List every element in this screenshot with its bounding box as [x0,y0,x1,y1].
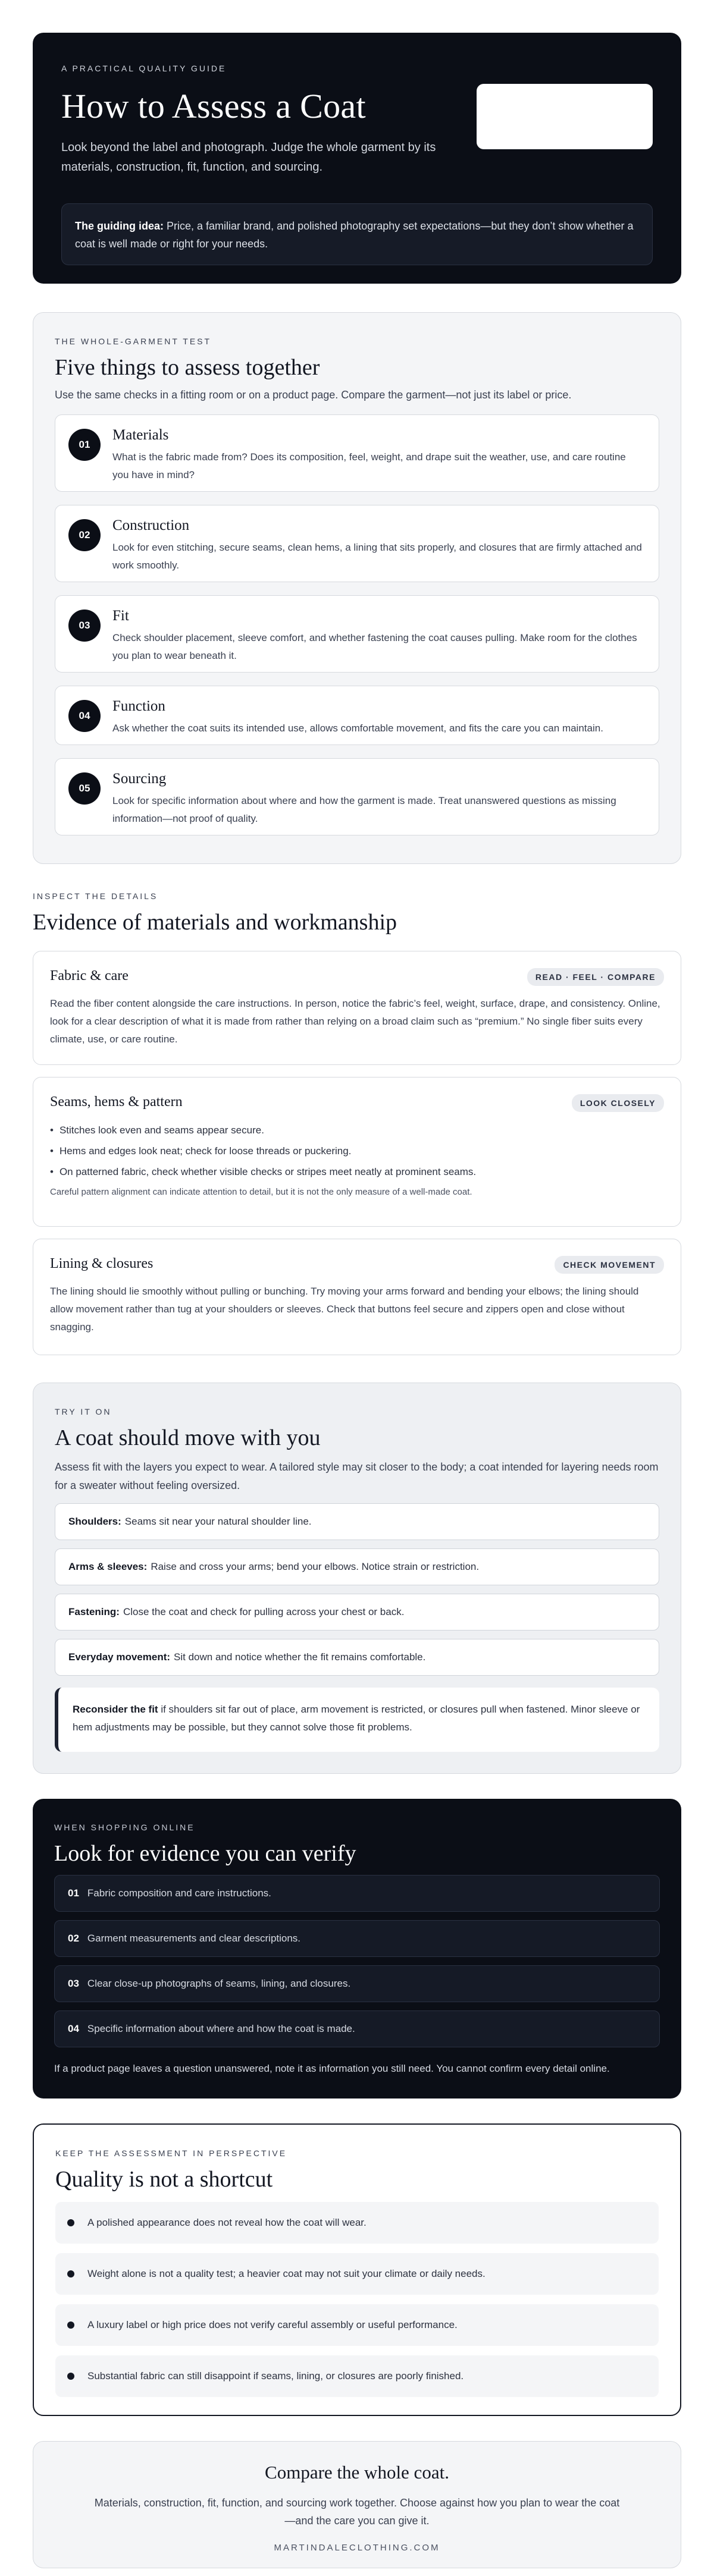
try-eyebrow: TRY IT ON [55,1407,112,1416]
check-label: Fastening: [68,1606,120,1617]
check-text: Raise and cross your arms; bend your elbows. Notice strain or restriction. [151,1561,480,1572]
evidence-text: Fabric composition and care instructions. [87,1887,271,1899]
site-link[interactable]: MARTINDALECLOTHING.COM [274,2543,440,2553]
card-title: Fabric & care [50,968,129,984]
step-number: 01 [68,429,101,461]
card-title: Lining & closures [50,1256,154,1271]
step-materials [55,414,659,492]
check-label: Shoulders: [68,1516,121,1527]
point-text: Substantial fabric can still disappoint if seams, lining, or closures are poorly finished. [87,2370,464,2382]
evidence-text: Specific information about where and how the coat is made. [87,2023,355,2034]
evidence-item [54,1875,660,1912]
check-label: Everyday movement: [68,1651,171,1663]
lining-closures-card [33,1239,681,1355]
bullet-dot-icon [67,2219,74,2226]
reconsider-callout [55,1688,659,1752]
try-title: A coat should move with you [55,1425,321,1450]
fit-check-shoulders [55,1503,659,1540]
step-title: Sourcing [112,771,167,787]
closing-title: Compare the whole coat. [265,2462,449,2483]
step-number: 02 [68,519,101,551]
hero-image-placeholder [477,84,653,149]
step-text: Look for specific information about where and how the garment is made. Treat unanswered questions as missing information—not proof of quality. [112,795,616,824]
online-shopping-section [33,1799,681,2099]
perspective-title: Quality is not a shortcut [55,2167,273,2192]
step-number: 03 [68,610,101,642]
evidence-number: 01 [68,1887,79,1899]
five-things-section [33,312,681,864]
closing-section [33,2441,681,2568]
list-item: • Hems and edges look neat; check for loose threads or puckering. [50,1141,664,1161]
online-footnote: If a product page leaves a question unanswered, note it as information you still need. You cannot confirm every detail online. [54,2063,610,2074]
five-eyebrow: THE WHOLE-GARMENT TEST [55,337,212,346]
inspect-section [33,891,681,1355]
reconsider-text: if shoulders sit far out of place, arm movement is restricted, or closures pull when fastened. Minor sleeve or hem adjustments may be possible, but they cannot solve those fit problems. [73,1704,640,1733]
check-text: Close the coat and check for pulling across your chest or back. [123,1606,405,1617]
evidence-text: Clear close-up photographs of seams, lining, and closures. [87,1978,351,1989]
perspective-section [33,2123,681,2416]
perspective-eyebrow: KEEP THE ASSESSMENT IN PERSPECTIVE [55,2148,287,2158]
step-title: Function [112,698,165,714]
list-item: • On patterned fabric, check whether visible checks or stripes meet neatly at prominent seams. [50,1161,664,1182]
step-text: Check shoulder placement, sleeve comfort, and whether fastening the coat causes pulling. Make room for the clothes you plan to wear beneath it. [112,632,637,661]
bullet-dot-icon [67,2270,74,2277]
fit-check-arms [55,1548,659,1585]
card-badge: CHECK MOVEMENT [555,1256,664,1274]
five-title: Five things to assess together [55,355,320,380]
card-badge: READ · FEEL · COMPARE [527,968,664,986]
evidence-number: 03 [68,1978,79,1989]
point-text: A polished appearance does not reveal how the coat will wear. [87,2217,367,2228]
closing-text: Materials, construction, fit, function, and sourcing work together. Choose against how you plan to wear the coat—and the care you can give it. [94,2497,620,2527]
step-number: 05 [68,772,101,805]
step-title: Construction [112,517,190,533]
evidence-item [54,1965,660,2002]
card-text: Read the fiber content alongside the care instructions. In person, notice the fabric’s feel, weight, surface, drape, and consistency. Online, look for a clear description of what it is made from rather than relying on a broad claim such as “premium.” No single fiber suits every climate, use, or care routine. [50,998,660,1045]
seams-hems-card [33,1077,681,1227]
try-lead: Assess fit with the layers you expect to wear. A tailored style may sit closer to the body; a coat intended for layering needs room for a sweater without feeling oversized. [55,1461,659,1491]
point-text: Weight alone is not a quality test; a heavier coat may not suit your climate or daily needs. [87,2268,486,2279]
page-title: How to Assess a Coat [61,87,366,125]
step-title: Materials [112,427,169,443]
bullet-dot-icon [67,2373,74,2380]
check-label: Arms & sleeves: [68,1561,148,1572]
hero-subtitle: Look beyond the label and photograph. Judge the whole garment by its materials, construction, fit, function, and sourcing. [61,141,436,174]
fit-check-movement [55,1639,659,1676]
step-text: Look for even stitching, secure seams, clean hems, a lining that sits properly, and closures that are firmly attached and work smoothly. [112,542,642,571]
guiding-idea-label: The guiding idea: [75,220,164,232]
step-title: Fit [112,608,129,624]
step-text: What is the fabric made from? Does its composition, feel, weight, and drape suit the weather, use, and care routine you have in mind? [112,451,626,480]
hero-eyebrow: A PRACTICAL QUALITY GUIDE [61,64,227,73]
perspective-point [55,2355,659,2397]
step-number: 04 [68,700,101,732]
step-text: Ask whether the coat suits its intended use, allows comfortable movement, and fits the care you can maintain. [112,722,603,734]
point-text: A luxury label or high price does not verify careful assembly or useful performance. [87,2319,458,2330]
evidence-item [54,2010,660,2047]
card-note: Careful pattern alignment can indicate attention to detail, but it is not the only measure of a well-made coat. [50,1187,472,1197]
reconsider-label: Reconsider the fit [73,1704,158,1715]
perspective-point [55,2202,659,2244]
step-fit [55,595,659,673]
perspective-point [55,2253,659,2295]
fit-check-fastening [55,1594,659,1631]
step-sourcing [55,758,659,835]
guiding-idea-callout [61,203,653,265]
five-lead: Use the same checks in a fitting room or on a product page. Compare the garment—not just its label or price. [55,389,572,401]
guiding-idea-text: Price, a familiar brand, and polished photography set expectations—but they don’t show whether a coat is well made or right for your needs. [75,220,634,250]
list-item: • Stitches look even and seams appear secure. [50,1120,664,1141]
card-text: The lining should lie smoothly without pulling or bunching. Try moving your arms forward and bending your elbows; the lining should allow movement rather than tug at your shoulders or sleeves. Check that buttons feel secure and zippers open and close without snagging. [50,1286,639,1333]
step-function [55,686,659,745]
online-eyebrow: WHEN SHOPPING ONLINE [54,1823,195,1832]
check-text: Sit down and notice whether the fit remains comfortable. [174,1651,426,1663]
card-badge: LOOK CLOSELY [572,1094,664,1112]
online-title: Look for evidence you can verify [54,1841,356,1866]
evidence-item [54,1920,660,1957]
try-it-on-section [33,1383,681,1774]
inspect-eyebrow: INSPECT THE DETAILS [33,891,158,901]
hero-section [33,33,681,284]
bullet-dot-icon [67,2321,74,2329]
card-title: Seams, hems & pattern [50,1094,183,1110]
evidence-text: Garment measurements and clear descriptions. [87,1933,301,1944]
evidence-number: 04 [68,2023,79,2034]
fabric-care-card [33,951,681,1065]
perspective-point [55,2304,659,2346]
inspect-title: Evidence of materials and workmanship [33,910,397,935]
check-text: Seams sit near your natural shoulder line. [124,1516,312,1527]
evidence-number: 02 [68,1933,79,1944]
step-construction [55,505,659,582]
seams-checklist [50,1120,664,1182]
